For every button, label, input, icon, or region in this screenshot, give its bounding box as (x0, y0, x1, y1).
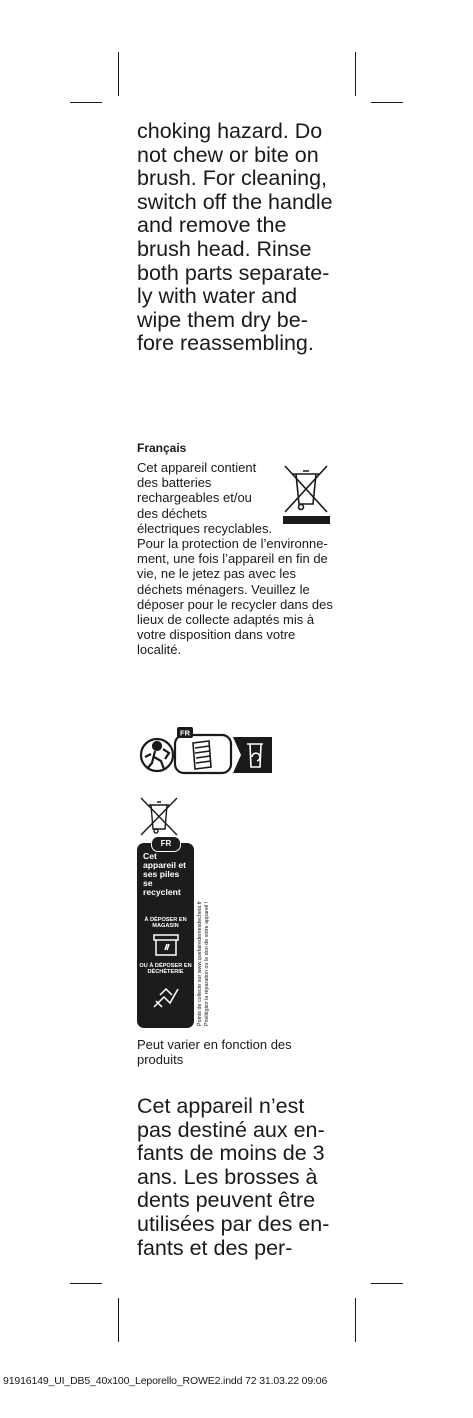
section-heading-francais: Français (137, 441, 187, 455)
badge-dump-text: OU À DÉPOSER EN DÉCHÈTERIE (139, 963, 192, 976)
fr-recycling-block (137, 795, 183, 842)
crop-mark (355, 52, 356, 96)
crop-mark (118, 52, 119, 96)
cleaning-instructions: choking hazard. Do not chew or bite on brush. For cleaning, switch off the handle and remove the brush head. Rinse both parts separate-ly with water and wipe them dry be-fore reassembling. (137, 119, 333, 356)
paper-stack-icon (193, 741, 211, 769)
badge-main-text: Cet appareil et ses piles se recyclent (143, 851, 186, 897)
store-icon (152, 933, 180, 957)
recycling-badge (137, 839, 194, 1028)
dump-icon (150, 983, 182, 1011)
crop-mark (371, 102, 403, 103)
weee-notice (137, 460, 337, 658)
print-slug: 91916149_UI_DB5_40x100_Leporello_ROWE2.indd 72 31.03.22 09:06 (3, 1375, 328, 1387)
crop-mark (371, 1283, 403, 1284)
age-warning: Cet appareil n’est pas destiné aux en-fants de moins de 3 ans. Les brosses à dents peuvent être utilisées par des en-fants et des per- (137, 1094, 330, 1260)
weee-notice-text: Cet appareil contient des batteries rechargeables et/ou des déchets électriques recyclables. Pour la protection de l’environne-ment, une fois l’appareil en fin de vie, ne le jetez pas avec les déchets ménagers. Veuillez le déposer pour le recycler dans des lieux de collecte adaptés mis à votre disposition dans votre localité. (137, 460, 333, 658)
badge-side-text-1: Points de collecte sur www.quefairedemesdechets.fr (197, 901, 203, 1026)
triman-fr-tag: FR (180, 728, 190, 738)
crossed-bin-icon (279, 460, 337, 532)
product-note: Peut varier en fonction des produits (137, 1037, 292, 1068)
small-crossed-bin-icon (137, 795, 183, 837)
triman-icon (141, 739, 173, 771)
badge-store-text: À DÉPOSER EN MAGASIN (144, 917, 187, 930)
badge-fr-tag: FR (151, 836, 181, 852)
triman-logo-group (137, 727, 272, 779)
crop-mark (118, 1298, 119, 1342)
crop-mark (70, 1283, 102, 1284)
crop-mark (70, 102, 102, 103)
crop-mark (355, 1298, 356, 1342)
badge-side-text-2: Privilégiez la réparation ou le don de votre appareil ! (204, 901, 210, 1026)
